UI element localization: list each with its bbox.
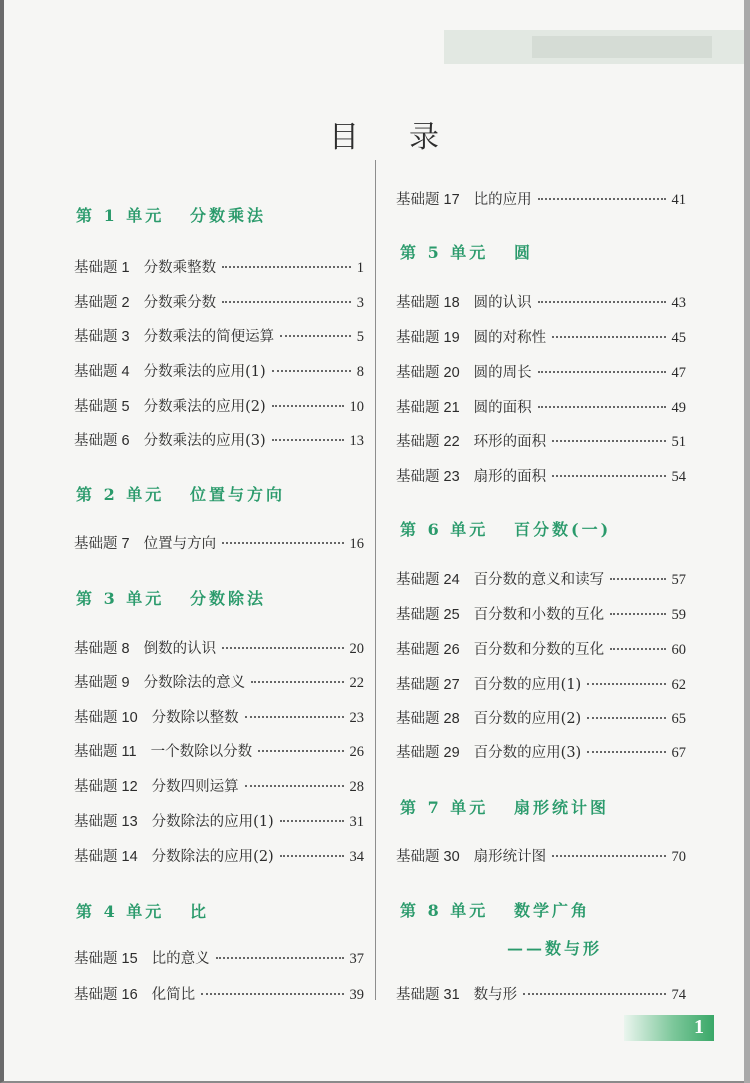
toc-entry-27[interactable]: 基础题 27 百分数的应用(1) 62 (396, 677, 686, 693)
unit-4-heading: 第 4 单元 比 (76, 902, 210, 921)
toc-entry-12[interactable]: 基础题 12 分数四则运算 28 (74, 779, 364, 795)
toc-entry-22[interactable]: 基础题 22 环形的面积 51 (396, 434, 686, 450)
toc-entry-28[interactable]: 基础题 28 百分数的应用(2) 65 (396, 711, 686, 727)
toc-entry-9[interactable]: 基础题 9 分数除法的意义 22 (74, 675, 364, 691)
toc-entry-14[interactable]: 基础题 14 分数除法的应用(2) 34 (74, 849, 364, 865)
toc-entry-25[interactable]: 基础题 25 百分数和小数的互化 59 (396, 607, 686, 623)
toc-entry-23[interactable]: 基础题 23 扇形的面积 54 (396, 469, 686, 485)
toc-entry-4[interactable]: 基础题 4 分数乘法的应用(1) 8 (74, 364, 364, 380)
toc-entry-29[interactable]: 基础题 29 百分数的应用(3) 67 (396, 745, 686, 761)
toc-entry-16[interactable]: 基础题 16 化简比 39 (74, 987, 364, 1003)
page-number: 1 (694, 1016, 704, 1038)
page-number-bar (624, 1015, 714, 1041)
toc-entry-8[interactable]: 基础题 8 倒数的认识 20 (74, 641, 364, 657)
toc-entry-7[interactable]: 基础题 7 位置与方向 16 (74, 536, 364, 552)
unit-5-heading: 第 5 单元 圆 (400, 243, 534, 262)
unit-6-heading: 第 6 单元 百分数(一) (400, 520, 612, 539)
toc-entry-24[interactable]: 基础题 24 百分数的意义和读写 57 (396, 572, 686, 588)
toc-entry-5[interactable]: 基础题 5 分数乘法的应用(2) 10 (74, 399, 364, 415)
title-char-2: 录 (409, 120, 441, 155)
unit-1-heading: 第 1 单元 分数乘法 (76, 206, 267, 225)
toc-entry-6[interactable]: 基础题 6 分数乘法的应用(3) 13 (74, 433, 364, 449)
unit-7-heading: 第 7 单元 扇形统计图 (400, 798, 610, 817)
toc-entry-18[interactable]: 基础题 18 圆的认识 43 (396, 295, 686, 311)
unit-2-heading: 第 2 单元 位置与方向 (76, 485, 286, 504)
unit-8-subtitle: ——数与形 (507, 939, 603, 958)
toc-entry-10[interactable]: 基础题 10 分数除以整数 23 (74, 710, 364, 726)
toc-entry-15[interactable]: 基础题 15 比的意义 37 (74, 951, 364, 967)
toc-entry-11[interactable]: 基础题 11 一个数除以分数 26 (74, 744, 364, 760)
toc-entry-1[interactable]: 基础题 1 分数乘整数 1 (74, 260, 364, 276)
toc-entry-30[interactable]: 基础题 30 扇形统计图 70 (396, 849, 686, 865)
toc-entry-31[interactable]: 基础题 31 数与形 74 (396, 987, 686, 1003)
page-edge (744, 0, 750, 1083)
unit-3-heading: 第 3 单元 分数除法 (76, 589, 267, 608)
toc-entry-21[interactable]: 基础题 21 圆的面积 49 (396, 400, 686, 416)
toc-entry-13[interactable]: 基础题 13 分数除法的应用(1) 31 (74, 814, 364, 830)
toc-entry-17[interactable]: 基础题 17 比的应用 41 (396, 192, 686, 208)
toc-entry-20[interactable]: 基础题 20 圆的周长 47 (396, 365, 686, 381)
column-divider (375, 160, 376, 1000)
toc-entry-26[interactable]: 基础题 26 百分数和分数的互化 60 (396, 642, 686, 658)
toc-entry-3[interactable]: 基础题 3 分数乘法的简便运算 5 (74, 329, 364, 345)
toc-entry-19[interactable]: 基础题 19 圆的对称性 45 (396, 330, 686, 346)
toc-entry-2[interactable]: 基础题 2 分数乘分数 3 (74, 295, 364, 311)
unit-8-heading: 第 8 单元 数学广角 (400, 901, 591, 920)
title-char-1: 目 (329, 120, 361, 155)
header-tab (444, 30, 744, 64)
